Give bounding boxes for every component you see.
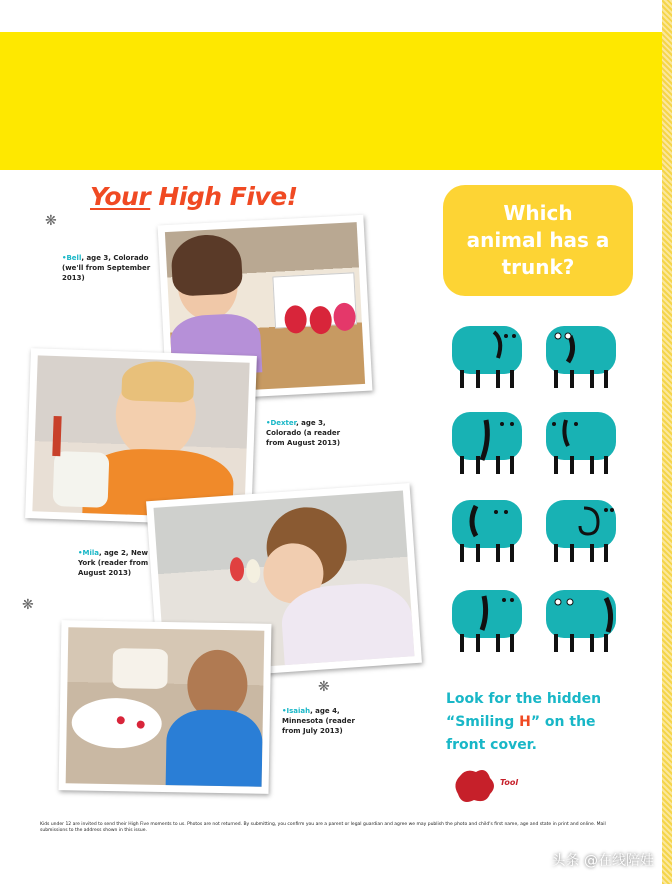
pajama-shape: [280, 580, 415, 673]
hair-shape: [170, 233, 243, 297]
caption-dexter: •Dexter, age 3, Colorado (a reader from August 2013): [266, 419, 341, 447]
food-shape: [112, 648, 168, 689]
animal-figure-4: [540, 408, 622, 478]
sparkle-icon: ❋: [22, 597, 34, 613]
hidden-h-letter: H: [519, 714, 531, 730]
question-box: [443, 185, 633, 296]
plate-shape: [71, 697, 162, 749]
animal-figure-5: [446, 496, 528, 566]
sparkle-icon: ❋: [45, 213, 57, 229]
sparkle-icon: ❋: [318, 679, 330, 695]
watermark: 头条 @在线陪娃: [551, 853, 654, 869]
title-rest: High Five!: [150, 182, 298, 211]
toy-stick-shape: [52, 416, 61, 456]
caption-bell: •Bell, age 3, Colorado (we'll from September 2013): [62, 254, 151, 282]
photo-isaiah: [59, 620, 272, 794]
stamp-label: Tool: [500, 778, 519, 787]
footer-note: Kids under 12 are invited to send their High Five moments to us. Photos are not returned. By submitting, you confirm you are a parent or legal guardian and agree we may publish the photo and child's first name, age and state in print and online. Mail submissions to the address shown in this issue.: [40, 822, 606, 833]
animal-figure-1: [446, 322, 528, 392]
animal-figure-8: [540, 586, 622, 656]
animal-figure-6: [540, 496, 622, 566]
treat-shape: [245, 559, 261, 584]
animal-figure-3: [446, 408, 528, 478]
hair-shape: [121, 360, 194, 402]
animal-figure-2: [540, 322, 622, 392]
cup-shape: [53, 451, 110, 508]
stamp-blob-icon: [452, 766, 498, 806]
shirt-shape: [166, 709, 263, 787]
title-your: Your: [90, 182, 151, 211]
photo-dexter-image: [32, 355, 249, 518]
yellow-banner: [0, 32, 662, 170]
caption-isaiah: •Isaiah, age 4, Minnesota (reader from July 2013): [282, 707, 355, 735]
page-edge-pattern: [662, 0, 672, 884]
hidden-h-hint: Look for the hidden “Smiling H” on the front cover.: [446, 691, 602, 753]
caption-mila: •Mila, age 2, New York (reader from August 2013): [78, 549, 149, 577]
question-text: Which animal has a trunk?: [466, 201, 610, 279]
treat-shape: [229, 557, 245, 582]
page-title: [90, 182, 298, 211]
animal-figure-7: [446, 586, 528, 656]
photo-isaiah-image: [66, 627, 265, 786]
